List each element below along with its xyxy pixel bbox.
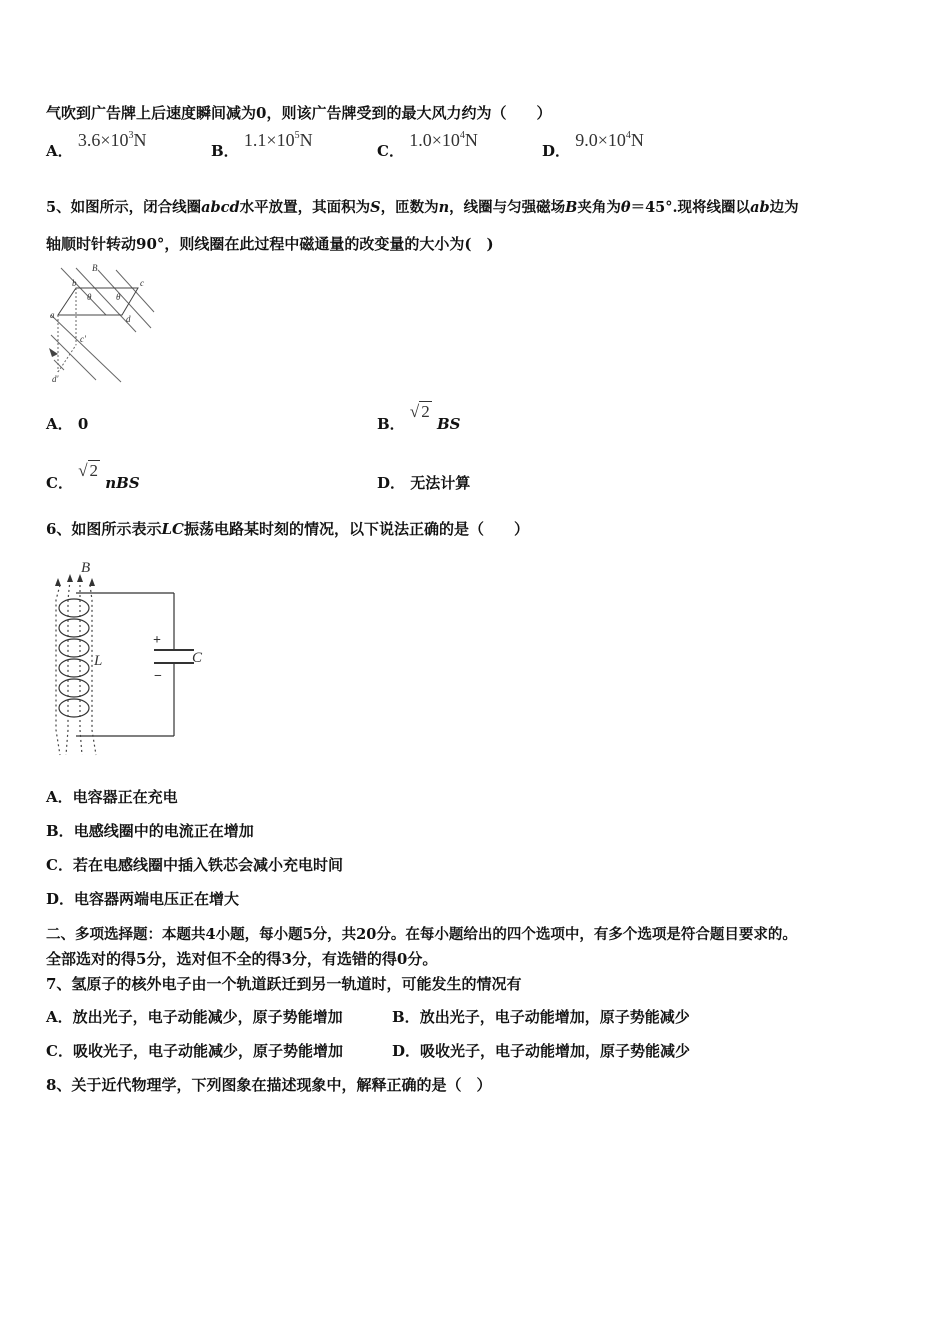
option-label: D． [392,1042,421,1060]
coil-loop [59,699,89,717]
coil-loop [59,679,89,697]
q4-option-c [377,130,478,161]
coil-loop [59,639,89,657]
coil-loop [59,619,89,637]
option-label: D． [46,890,75,908]
field-arrow [55,578,61,586]
q7-stem: 7、氢原子的核外电子由一个轨道跃迁到另一轨道时，可能发生的情况有 [46,975,522,993]
q4-stem: 气吹到广告牌上后速度瞬间减为0，则该广告牌受到的最大风力约为（ ） [46,104,552,122]
minus-sign: − [154,669,162,684]
option-label: A． [46,788,73,806]
option-text: 无法计算 [410,474,471,492]
option-text: 电容器正在充电 [72,788,178,806]
label-theta-1: θ [87,292,92,302]
q7-option-d [392,1040,690,1061]
field-line [51,315,121,382]
dashed-edge [58,345,76,372]
q8-stem: 8、关于近代物理学，下列图象在描述现象中，解释正确的是（ ） [46,1076,492,1094]
option-text: 放出光子，电子动能减少，原子势能增加 [72,1008,343,1026]
label-c: c [140,278,144,288]
option-text: 放出光子，电子动能增加，原子势能减少 [419,1008,690,1026]
option-text: 0 [77,415,89,433]
formula: $3.6\times 10^3N$ [77,130,147,150]
option-label: B． [377,415,405,433]
option-label: C． [46,1042,73,1060]
field-arrow [89,578,95,586]
q5-stem-line1: 5、如图所示，闭合线圈abcd水平放置，其面积为S，匝数为n，线圈与匀强磁场B夹角为θ＝45°.现将线圈以ab边为 [46,199,799,216]
label-b-field: B [81,560,91,576]
option-label: B． [392,1008,420,1026]
q7-option-a [46,1006,343,1027]
q4-option-a [46,130,147,161]
q6-stem: 6、如图所示表示LC振荡电路某时刻的情况，以下说法正确的是（ ） [46,520,529,538]
option-label: C． [46,856,73,874]
q5-coil-figure [46,260,156,385]
label-d: d [126,314,131,324]
field-line [116,270,154,312]
option-text: 若在电感线圈中插入铁芯会减小充电时间 [72,856,343,874]
field-line [90,585,96,755]
field-arrow [67,574,73,582]
option-text: 吸收光子，电子动能增加，原子势能减少 [420,1042,691,1060]
q4-option-d [542,130,644,161]
coil-loop [59,659,89,677]
option-label: B． [211,142,239,160]
option-label: D． [377,474,406,492]
label-theta-2: θ [116,292,121,302]
field-line [66,580,70,755]
q6-option-c [46,854,343,875]
q4-option-b [211,130,313,161]
formula: $1.0\times 10^4N$ [409,130,478,150]
label-b-field: B [92,263,98,273]
q5-option-d [377,472,470,493]
q5-option-a [46,413,88,434]
q7-option-c [46,1040,343,1061]
label-c-prime: c' [80,334,86,344]
plus-sign: + [153,633,161,648]
label-d-prime: d' [52,374,59,384]
option-text: nBS [105,474,140,492]
option-label: C． [46,474,73,492]
option-text: BS [437,415,461,433]
section-2-scoring: 全部选对的得5分，选对但不全的得3分，有选错的得0分。 [46,950,438,968]
q7-option-b [392,1006,690,1027]
coil-loop [59,599,89,617]
option-label: A． [46,142,73,160]
section-2-heading: 二、多项选择题：本题共4小题，每小题5分，共20分。在每小题给出的四个选项中，有多个选项是符合题目要求的。 [46,926,797,943]
option-text: 电感线圈中的电流正在增加 [73,822,254,840]
formula: $9.0\times 10^4N$ [575,130,644,150]
option-label: A． [46,415,73,433]
label-b: b [72,278,77,288]
q6-option-b [46,820,254,841]
q5-option-c [46,461,140,493]
q6-option-a [46,786,178,807]
q5-stem-line2: 轴顺时针转动90°，则线圈在此过程中磁通量的改变量的大小为( ) [46,235,494,253]
q6-lc-circuit-figure [46,560,216,760]
option-label: B． [46,822,74,840]
sqrt-symbol: √ 2 [78,461,99,480]
q5-option-b [377,402,461,434]
label-l: L [94,653,103,669]
option-label: A． [46,1008,73,1026]
q6-option-d [46,888,239,909]
option-text: 吸收光子，电子动能减少，原子势能增加 [72,1042,343,1060]
sqrt-symbol: √ 2 [409,402,430,421]
arrow-head [49,348,58,357]
field-line [80,580,82,755]
option-label: D． [542,142,571,160]
option-text: 电容器两端电压正在增大 [74,890,240,908]
field-line [61,268,106,315]
label-c: C [192,650,203,666]
option-label: C． [377,142,404,160]
formula: $1.1\times 10^5N$ [243,130,313,150]
label-a: a [50,310,55,320]
